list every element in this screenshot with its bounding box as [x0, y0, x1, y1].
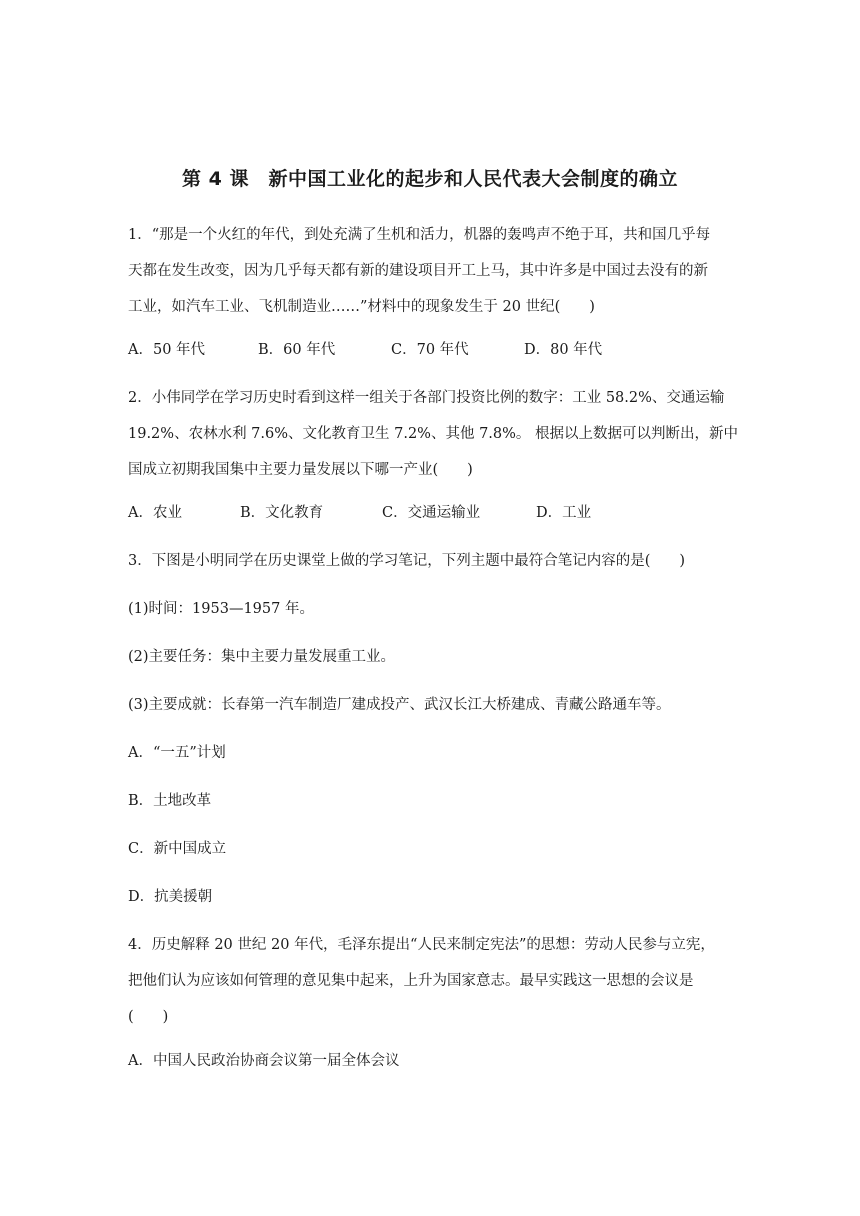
q2-stem-line-3: 国成立初期我国集中主要力量发展以下哪一产业( ) [128, 462, 473, 478]
q2-option-a: A．农业 [128, 505, 182, 521]
q1-option-b: B．60 年代 [258, 342, 336, 358]
q1-stem-line-2: 天都在发生改变，因为几乎每天都有新的建设项目开工上马，其中许多是中国过去没有的新 [128, 263, 708, 279]
q3-option-a: A．“一五”计划 [128, 745, 226, 761]
q1-stem-line-3: 工业，如汽车工业、飞机制造业……”材料中的现象发生于 20 世纪( ) [128, 299, 595, 315]
q4-stem-line-1: 4．历史解释 20 世纪 20 年代，毛泽东提出“人民来制定宪法”的思想：劳动人民参与立宪， [128, 937, 715, 953]
q3-note-1: (1)时间：1953—1957 年。 [128, 601, 314, 617]
q3-stem: 3．下图是小明同学在历史课堂上做的学习笔记，下列主题中最符合笔记内容的是( ) [128, 553, 686, 569]
q3-option-b: B．土地改革 [128, 793, 212, 809]
q3-option-d: D．抗美援朝 [128, 889, 213, 905]
q3-note-3: (3)主要成就：长春第一汽车制造厂建成投产、武汉长江大桥建成、青藏公路通车等。 [128, 697, 671, 713]
q2-option-d: D．工业 [536, 505, 592, 521]
q1-stem-line-1: 1．“那是一个火红的年代，到处充满了生机和活力，机器的轰鸣声不绝于耳，共和国几乎每 [128, 227, 711, 243]
q1-option-a: A．50 年代 [128, 342, 206, 358]
page-title: 第 4 课 新中国工业化的起步和人民代表大会制度的确立 [182, 168, 678, 190]
q2-option-c: C．交通运输业 [382, 505, 481, 521]
q2-stem-line-1: 2．小伟同学在学习历史时看到这样一组关于各部门投资比例的数字：工业 58.2%、交通运输 [128, 390, 725, 406]
q1-option-d: D．80 年代 [524, 342, 603, 358]
q3-option-c: C．新中国成立 [128, 841, 227, 857]
q3-note-2: (2)主要任务：集中主要力量发展重工业。 [128, 649, 396, 665]
q4-option-a: A．中国人民政治协商会议第一届全体会议 [128, 1053, 400, 1069]
q1-option-c: C．70 年代 [391, 342, 469, 358]
q4-stem-line-2: 把他们认为应该如何管理的意见集中起来，上升为国家意志。最早实践这一思想的会议是 [128, 973, 694, 989]
q2-option-b: B．文化教育 [240, 505, 324, 521]
q2-stem-line-2: 19.2%、农林水利 7.6%、文化教育卫生 7.2%、其他 7.8%。 根据以上数据可以判断出，新中 [128, 426, 739, 442]
q4-stem-line-3: ( ) [128, 1009, 169, 1025]
